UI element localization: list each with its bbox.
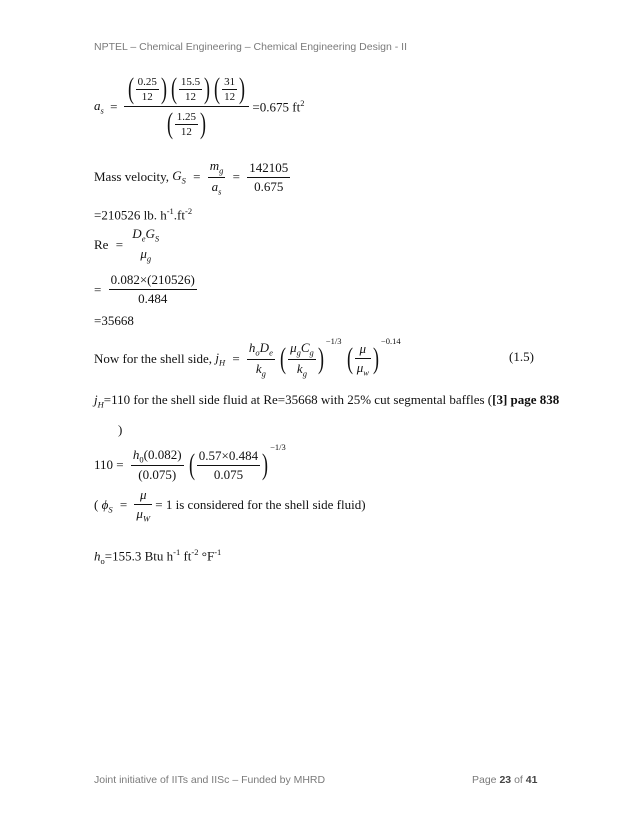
as-result: =0.675 $ft^2$ bbox=[252, 97, 305, 115]
as-fraction: ( $\frac{0.25}{12}$ ) ( $\frac{15.5}{12}$ ) ( $\frac{31}{12}$ ) ( $\frac{1.25}{12}$ ) bbox=[124, 74, 250, 139]
footer-page: Page 23 of 41 bbox=[472, 774, 538, 786]
phi-statement: ( $\phi_S$ = $\frac{\mu}{\mu_W}$ = 1 is considered for the shell side fluid) bbox=[94, 487, 366, 524]
shell-side-equation: Now for the shell side, $j_H$ = $\frac{h_oD_e}{k_g}$ ( $\frac{\mu_gC_g}{k_g}$ )$^{-1/3}$ ( $\frac{\mu}{\mu_w}$ )$^{-0.14}$ bbox=[94, 336, 401, 379]
mass-velocity-equation: Mass velocity, $G_S$ = $\frac{m_g}{a_s}$ = $\frac{142105}{0.675}$ bbox=[94, 158, 289, 197]
footer-left: Joint initiative of IITs and IISc – Funded by MHRD bbox=[94, 774, 326, 786]
as-symbol: $a_s$ bbox=[94, 97, 104, 116]
gs-result: =210526 lb. $h^{-1}.ft^{-2}$ bbox=[94, 206, 193, 223]
reynolds-calculation: = $\frac{0.082\times(210526)}{0.484}$ bbox=[94, 272, 195, 306]
reynolds-result: =35668 bbox=[94, 313, 134, 328]
ho-result: $h_o=155.3$ Btu $h^{-1}$ $ft^{-2}$ $^\circ F^{-1}$ bbox=[94, 547, 222, 566]
jh-close: ) bbox=[118, 422, 123, 437]
page-header: NPTEL – Chemical Engineering – Chemical Engineering Design - II bbox=[94, 41, 408, 53]
reference-link: [3] page 838 bbox=[492, 392, 560, 407]
reynolds-definition: Re = $D_eG_S$ $\mu_g$ bbox=[94, 226, 160, 264]
equation-as: $a_s$ = ( $\frac{0.25}{12}$ ) ( $\frac{15.5}{12}$ ) ( $\frac{31}{12}$ ) ( $\frac{1.25}{12}$ ) =0.675 $ft^2$ bbox=[94, 72, 305, 140]
equation-110: 110 = $\frac{h_0(0.082)}{(0.075)}$ ( $\frac{0.57\times 0.484}{0.075}$ )$^{-1/3}$ bbox=[94, 442, 286, 483]
jh-statement: $j_H=110$ for the shell side fluid at Re=35668 with 25% cut segmental baffles ([3] page 838 bbox=[94, 392, 560, 410]
equation-number: (1.5) bbox=[509, 349, 534, 364]
